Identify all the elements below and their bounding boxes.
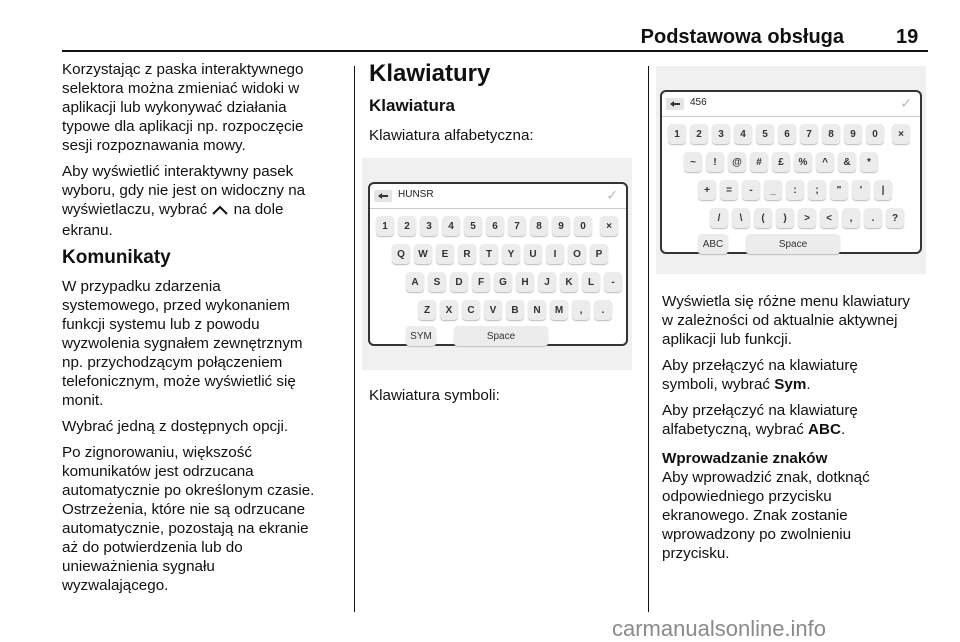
symbol-key[interactable]: 2 [690,124,708,144]
choose-option-paragraph: Wybrać jedną z dostępnych opcji. [62,418,289,435]
symbol-key[interactable]: + [698,180,716,200]
switch-to-symbols-paragraph [662,356,932,394]
alpha-key[interactable]: - [604,272,622,292]
alpha-key[interactable]: Y [502,244,520,264]
symbol-key[interactable]: 3 [712,124,730,144]
alpha-key[interactable]: 2 [398,216,416,236]
symbol-key[interactable]: 0 [866,124,884,144]
switch-symbols-end: . [806,376,811,393]
symbol-key[interactable]: @ [728,152,746,172]
symbol-key[interactable]: ) [776,208,794,228]
alpha-key[interactable]: I [546,244,564,264]
back-icon[interactable] [666,97,684,115]
section-title-keyboards: Klawiatury [369,60,491,87]
symbol-key[interactable]: < [820,208,838,228]
symbol-key[interactable]: & [838,152,856,172]
symbol-key[interactable]: / [710,208,728,228]
symbol-key[interactable]: 9 [844,124,862,144]
caption-alpha-keyboard: Klawiatura alfabetyczna: [369,127,534,144]
alpha-space-key[interactable]: Space [454,326,548,346]
character-input-paragraph: Aby wprowadzić znak, dotknąć odpowiedniego przycisku ekranowego. Znak zostanie wprowadzony po zwolnieniu przycisku. [662,469,870,562]
dismiss-paragraph: Po zignorowaniu, większość komunikatów jest odrzucana automatycznie po określonym czasie. Ostrzeżenia, które nie są odrzucane automatycznie, pozostają na ekranie aż do potwierdzenia lub do unieważnienia sygnału wyzwalającego. [62,444,315,594]
symbol-key[interactable]: ~ [684,152,702,172]
alpha-key[interactable]: A [406,272,424,292]
alpha-key[interactable]: F [472,272,490,292]
symbol-key[interactable]: _ [764,180,782,200]
symbol-key[interactable]: 8 [822,124,840,144]
symbol-key[interactable]: 1 [668,124,686,144]
alpha-key[interactable]: C [462,300,480,320]
alpha-key[interactable]: 0 [574,216,592,236]
subheading-character-input: Wprowadzanie znaków [662,450,828,467]
sym-keyword: Sym [774,376,807,393]
symbol-key[interactable]: ^ [816,152,834,172]
alpha-delete-key[interactable]: × [600,216,618,236]
checkmark-icon[interactable]: ✓ [606,187,618,203]
caption-symbol-keyboard: Klawiatura symboli: [369,387,500,404]
subsection-title-keyboard: Klawiatura [369,96,455,115]
symbol-mode-key[interactable]: ABC [698,234,728,254]
alpha-key[interactable]: B [506,300,524,320]
symbol-key[interactable]: \ [732,208,750,228]
alpha-key[interactable]: Q [392,244,410,264]
symbol-key[interactable]: | [874,180,892,200]
header-rule [62,50,928,52]
alpha-key[interactable]: 8 [530,216,548,236]
intro-paragraph: Korzystając z paska interaktywnego selektora można zmieniać widoki w aplikacji lub wykonywać działania typowe dla aplikacji np. rozpoczęcie sesji rozpoznawania mowy. [62,61,304,154]
alpha-key[interactable]: 4 [442,216,460,236]
symbol-key[interactable]: 4 [734,124,752,144]
alpha-key[interactable]: P [590,244,608,264]
symbol-entry-text[interactable]: 456 [690,97,707,108]
symbol-delete-key[interactable]: × [892,124,910,144]
symbol-key[interactable]: : [786,180,804,200]
switch-to-alpha-paragraph [662,401,932,439]
alpha-entry-bar [370,184,626,209]
messages-paragraph: W przypadku zdarzenia systemowego, przed wykonaniem funkcji systemu lub z powodu wyzwolenia sygnałem zewnętrznym np. przychodzącym połączeniem telefonicznym, może wyświetlić się monit. [62,278,303,409]
symbol-keyboard-figure [656,66,926,274]
symbol-key[interactable]: # [750,152,768,172]
alpha-key[interactable]: M [550,300,568,320]
alpha-key[interactable]: X [440,300,458,320]
symbol-key[interactable]: * [860,152,878,172]
back-icon[interactable] [374,189,392,207]
show-bar-paragraph [62,162,350,240]
alpha-keyboard-screen [368,182,628,346]
page-number: 19 [896,26,919,48]
switch-alpha-text: Aby przełączyć na klawiaturę alfabetyczną, wybrać [662,402,858,438]
column-divider-2 [648,66,649,612]
alpha-key[interactable]: T [480,244,498,264]
alpha-key[interactable]: 3 [420,216,438,236]
alpha-key[interactable]: G [494,272,512,292]
alpha-mode-key[interactable]: SYM [406,326,436,346]
left-column [62,60,350,602]
symbol-key[interactable]: = [720,180,738,200]
symbol-key[interactable]: ; [808,180,826,200]
middle-column [369,60,639,152]
symbol-keyboard-screen [660,90,922,254]
symbol-key[interactable]: 7 [800,124,818,144]
alpha-key[interactable]: H [516,272,534,292]
alpha-key[interactable]: 6 [486,216,504,236]
alpha-key[interactable]: . [594,300,612,320]
symbol-key[interactable]: , [842,208,860,228]
alpha-key[interactable]: R [458,244,476,264]
symbol-key[interactable]: £ [772,152,790,172]
alpha-key[interactable]: S [428,272,446,292]
caption-symbol-wrap [369,386,639,412]
alpha-key[interactable]: 1 [376,216,394,236]
alpha-key[interactable]: K [560,272,578,292]
alpha-key[interactable]: E [436,244,454,264]
symbol-entry-bar [662,92,920,117]
symbol-key[interactable]: ? [886,208,904,228]
alpha-key[interactable]: W [414,244,432,264]
symbol-key[interactable]: " [830,180,848,200]
symbol-key[interactable]: % [794,152,812,172]
alpha-key[interactable]: 5 [464,216,482,236]
symbol-key[interactable]: > [798,208,816,228]
alpha-keyboard-figure [362,158,632,370]
alpha-key[interactable]: U [524,244,542,264]
alpha-key[interactable]: J [538,272,556,292]
alpha-key[interactable]: Z [418,300,436,320]
alpha-key[interactable]: , [572,300,590,320]
symbol-key[interactable]: 6 [778,124,796,144]
chevron-up-icon [211,202,229,221]
switch-symbols-text: Aby przełączyć na klawiaturę symboli, wybrać [662,357,858,393]
right-column [662,292,932,570]
alpha-key[interactable]: N [528,300,546,320]
alpha-key[interactable]: O [568,244,586,264]
symbol-space-key[interactable]: Space [746,234,840,254]
symbol-key[interactable]: . [864,208,882,228]
alpha-key[interactable]: D [450,272,468,292]
symbol-key[interactable]: ! [706,152,724,172]
menu-varies-paragraph: Wyświetla się różne menu klawiatury w zależności od aktualnie aktywnej aplikacji lub funkcji. [662,293,911,348]
alpha-key[interactable]: L [582,272,600,292]
show-bar-text-end: na dole ekranu. [62,201,284,239]
alpha-key[interactable]: V [484,300,502,320]
symbol-key[interactable]: ( [754,208,772,228]
alpha-entry-text[interactable]: HUNSR [398,189,434,200]
symbol-key[interactable]: - [742,180,760,200]
show-bar-text-start: Aby wyświetlić interaktywny pasek wyboru, gdy nie jest on widoczny na wyświetlaczu, wybrać [62,163,306,218]
symbol-key[interactable]: ' [852,180,870,200]
checkmark-icon[interactable]: ✓ [900,95,912,111]
column-divider-1 [354,66,355,612]
alpha-key[interactable]: 7 [508,216,526,236]
abc-keyword: ABC [808,421,841,438]
symbol-key[interactable]: 5 [756,124,774,144]
switch-alpha-end: . [840,421,846,438]
section-heading-messages: Komunikaty [62,247,171,268]
watermark: carmanualsonline.info [612,616,827,641]
running-header-title: Podstawowa obsługa [640,26,844,48]
alpha-key[interactable]: 9 [552,216,570,236]
